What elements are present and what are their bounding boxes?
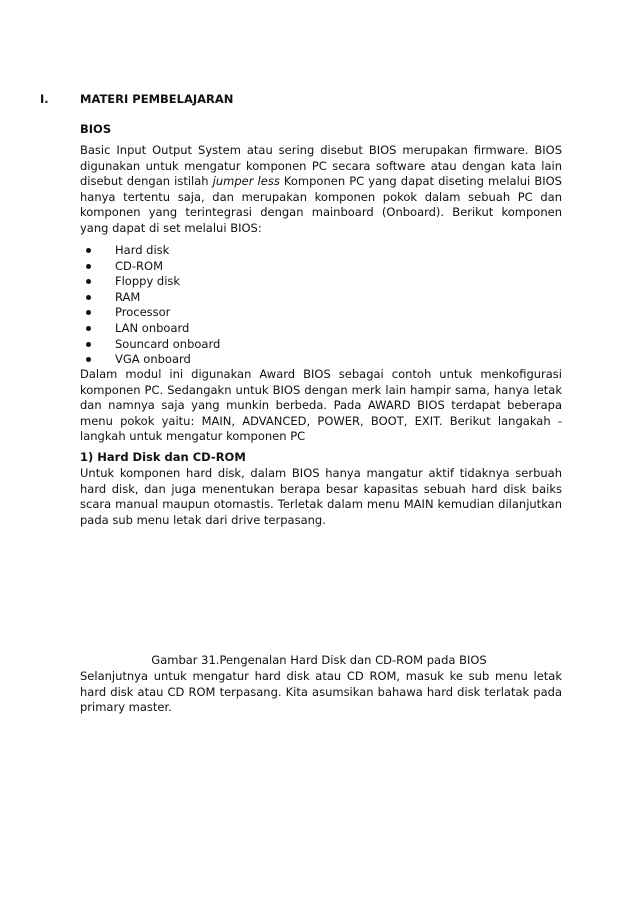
paragraph-intro-part1: Basic Input Output System atau sering disebut BIOS merupakan firmware. BIOS digunakan untuk mengatur komponen PC secara software atau dengan kata lain disebut dengan istilah: [80, 143, 562, 189]
bullet-icon: [86, 248, 91, 253]
list-item-label: Souncard onboard: [115, 336, 221, 351]
list-item-label: RAM: [115, 289, 141, 304]
list-item-label: VGA onboard: [115, 352, 191, 367]
bullet-icon: [86, 357, 91, 362]
figure-caption: Gambar 31.Pengenalan Hard Disk dan CD-ROM pada BIOS: [151, 653, 487, 667]
paragraph-intro-italic: jumper less: [212, 174, 280, 189]
list-item: [80, 274, 220, 290]
bullet-icon: [86, 279, 91, 284]
paragraph-next-steps: Selanjutnya untuk mengatur hard disk atau CD ROM, masuk ke sub menu letak hard disk atau CD ROM terpasang. Kita asumsikan bahawa hard disk terlatak pada primary master.: [80, 669, 562, 715]
subsection-title-harddisk: 1) Hard Disk dan CD-ROM: [80, 450, 246, 464]
subtitle-bios: BIOS: [80, 122, 112, 136]
list-item-label: CD-ROM: [115, 258, 163, 273]
bullet-icon: [86, 310, 91, 315]
paragraph-award-bios: Dalam modul ini digunakan Award BIOS sebagai contoh untuk menkofigurasi komponen PC. Sedangakn untuk BIOS dengan merk lain hampir sama, hanya letak dan namnya saja yang munkin berbeda. Pada AWARD BIOS terdapat beberapa menu pokok yaitu: MAIN, ADVANCED, POWER, BOOT, EXIT. Berikut langakah - langkah untuk mengatur komponen PC: [80, 367, 562, 444]
section-title: MATERI PEMBELAJARAN: [80, 92, 234, 106]
paragraph-intro: [80, 143, 562, 237]
bullet-icon: [86, 342, 91, 347]
bullet-icon: [86, 295, 91, 300]
list-item: [80, 305, 220, 321]
list-item: [80, 259, 220, 275]
component-list: [80, 243, 220, 368]
list-item-label: Hard disk: [115, 243, 170, 257]
list-item: [80, 290, 220, 306]
list-item: [80, 321, 220, 337]
paragraph-harddisk: Untuk komponen hard disk, dalam BIOS hanya mangatur aktif tidaknya serbuah hard disk, dan juga menentukan berapa besar kapasitas sebuah hard disk baiks scara manual maupun otomastis. Terletak dalam menu MAIN kemudian dilanjutkan pada sub menu letak dari drive terpasang.: [80, 466, 562, 527]
list-item: [80, 337, 220, 353]
list-item-label: LAN onboard: [115, 320, 190, 335]
list-item-label: Processor: [115, 305, 171, 320]
list-item: [80, 352, 220, 368]
section-number: I.: [40, 92, 49, 106]
paragraph-intro-part2: Komponen PC yang dapat diseting melalui BIOS hanya tertentu saja, dan merupakan komponen pokok dalam sebuah PC dan komponen yang terintegrasi dengan mainboard (Onboard). Berikut komponen yang dapat di set melalui BIOS:: [80, 174, 562, 235]
list-item: [80, 243, 220, 259]
bullet-icon: [86, 264, 91, 269]
bullet-icon: [86, 326, 91, 331]
list-item-label: Floppy disk: [115, 274, 181, 289]
